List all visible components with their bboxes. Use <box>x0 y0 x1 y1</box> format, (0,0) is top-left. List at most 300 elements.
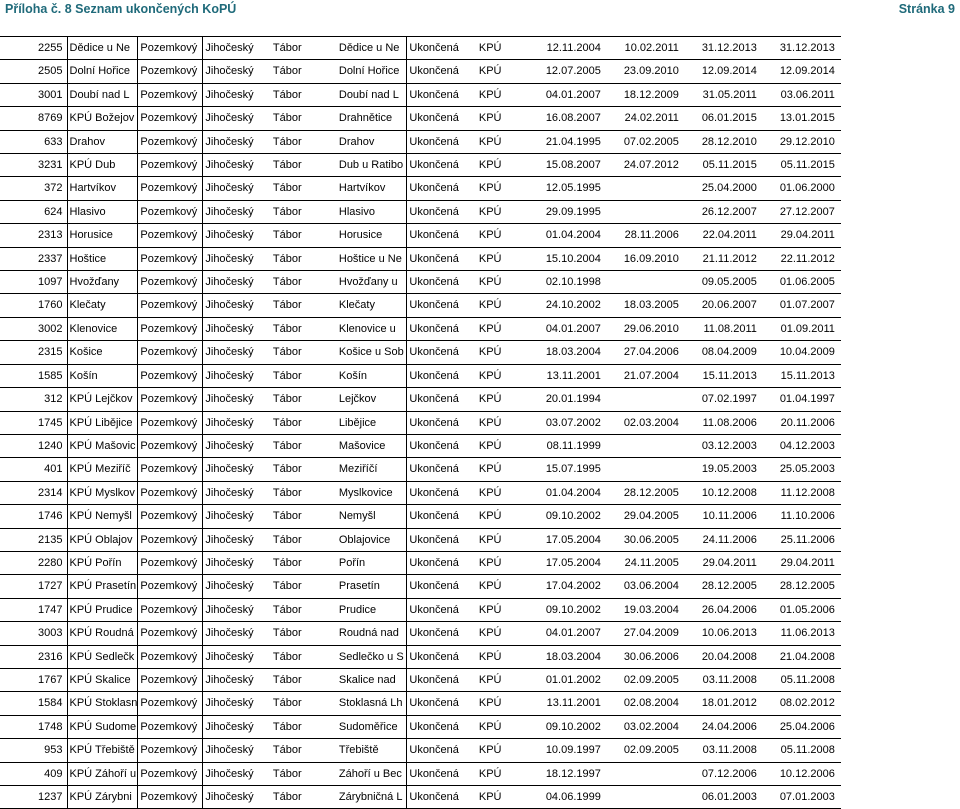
cell-status: Ukončená <box>407 224 477 247</box>
cell-row-id: 624 <box>0 200 67 223</box>
cell-procedure-type: KPÚ <box>477 715 543 738</box>
cell-date-decision: 15.11.2013 <box>685 364 763 387</box>
cell-project-type: Pozemkový <box>138 598 203 621</box>
cell-date-plan: 21.07.2004 <box>607 364 685 387</box>
cell-project-name: KPÚ Roudná <box>67 622 138 645</box>
cell-date-plan: 19.03.2004 <box>607 598 685 621</box>
cell-date-end: 11.12.2008 <box>763 481 841 504</box>
cell-status: Ukončená <box>407 622 477 645</box>
cell-date-start: 13.11.2001 <box>543 364 607 387</box>
table-row <box>0 177 841 200</box>
cell-region: Jihočeský <box>203 575 271 598</box>
cell-date-start: 16.08.2007 <box>543 107 607 130</box>
cell-project-type: Pozemkový <box>138 692 203 715</box>
cell-district: Tábor <box>271 37 337 60</box>
cell-row-id: 1760 <box>0 294 67 317</box>
cell-date-decision: 07.02.1997 <box>685 388 763 411</box>
cell-row-id: 409 <box>0 762 67 785</box>
cell-row-id: 1097 <box>0 271 67 294</box>
cell-date-decision: 28.12.2005 <box>685 575 763 598</box>
cell-district: Tábor <box>271 177 337 200</box>
cell-date-decision: 11.08.2011 <box>685 317 763 340</box>
cell-procedure-type: KPÚ <box>477 575 543 598</box>
cell-row-id: 372 <box>0 177 67 200</box>
cell-date-plan: 07.02.2005 <box>607 130 685 153</box>
cell-region: Jihočeský <box>203 364 271 387</box>
cell-date-end: 01.09.2011 <box>763 317 841 340</box>
cell-region: Jihočeský <box>203 294 271 317</box>
cell-date-start: 04.01.2007 <box>543 83 607 106</box>
cell-cadastral-area: Pořín <box>337 551 407 574</box>
cell-region: Jihočeský <box>203 505 271 528</box>
cell-project-type: Pozemkový <box>138 177 203 200</box>
cell-project-type: Pozemkový <box>138 715 203 738</box>
cell-project-name: KPÚ Prudice <box>67 598 138 621</box>
cell-procedure-type: KPÚ <box>477 551 543 574</box>
cell-procedure-type: KPÚ <box>477 130 543 153</box>
cell-region: Jihočeský <box>203 645 271 668</box>
cell-project-name: KPÚ Zárybni <box>67 786 138 809</box>
cell-cadastral-area: Nemyšl <box>337 505 407 528</box>
page-header <box>0 0 960 24</box>
cell-cadastral-area: Dub u Ratibo <box>337 154 407 177</box>
cell-region: Jihočeský <box>203 317 271 340</box>
cell-row-id: 2255 <box>0 37 67 60</box>
cell-row-id: 2313 <box>0 224 67 247</box>
cell-date-end: 27.12.2007 <box>763 200 841 223</box>
cell-cadastral-area: Roudná nad <box>337 622 407 645</box>
cell-project-name: Hvožďany <box>67 271 138 294</box>
cell-district: Tábor <box>271 130 337 153</box>
cell-project-type: Pozemkový <box>138 364 203 387</box>
cell-date-end: 12.09.2014 <box>763 60 841 83</box>
cell-row-id: 1727 <box>0 575 67 598</box>
cell-date-plan: 10.02.2011 <box>607 37 685 60</box>
cell-status: Ukončená <box>407 341 477 364</box>
cell-date-plan <box>607 458 685 481</box>
cell-district: Tábor <box>271 83 337 106</box>
cell-status: Ukončená <box>407 200 477 223</box>
cell-date-end: 28.12.2005 <box>763 575 841 598</box>
cell-date-start: 03.07.2002 <box>543 411 607 434</box>
cell-date-end: 25.05.2003 <box>763 458 841 481</box>
cell-date-plan <box>607 177 685 200</box>
cell-procedure-type: KPÚ <box>477 294 543 317</box>
cell-status: Ukončená <box>407 37 477 60</box>
cell-date-plan <box>607 200 685 223</box>
table-row <box>0 481 841 504</box>
cell-cadastral-area: Sudoměřice <box>337 715 407 738</box>
cell-district: Tábor <box>271 505 337 528</box>
cell-project-type: Pozemkový <box>138 575 203 598</box>
cell-date-plan: 30.06.2005 <box>607 528 685 551</box>
cell-status: Ukončená <box>407 83 477 106</box>
cell-row-id: 1240 <box>0 434 67 457</box>
cell-date-end: 01.06.2005 <box>763 271 841 294</box>
cell-project-type: Pozemkový <box>138 247 203 270</box>
cell-status: Ukončená <box>407 271 477 294</box>
cell-procedure-type: KPÚ <box>477 177 543 200</box>
cell-date-plan <box>607 434 685 457</box>
cell-row-id: 1237 <box>0 786 67 809</box>
cell-region: Jihočeský <box>203 598 271 621</box>
cell-date-plan <box>607 762 685 785</box>
cell-row-id: 2315 <box>0 341 67 364</box>
cell-project-name: Klenovice <box>67 317 138 340</box>
cell-procedure-type: KPÚ <box>477 154 543 177</box>
cell-project-type: Pozemkový <box>138 341 203 364</box>
table-row <box>0 341 841 364</box>
cell-procedure-type: KPÚ <box>477 434 543 457</box>
cell-procedure-type: KPÚ <box>477 224 543 247</box>
cell-cadastral-area: Myslkovice <box>337 481 407 504</box>
cell-cadastral-area: Lejčkov <box>337 388 407 411</box>
cell-procedure-type: KPÚ <box>477 668 543 691</box>
cell-project-type: Pozemkový <box>138 130 203 153</box>
cell-project-type: Pozemkový <box>138 645 203 668</box>
cell-project-type: Pozemkový <box>138 411 203 434</box>
cell-row-id: 633 <box>0 130 67 153</box>
cell-date-end: 01.07.2007 <box>763 294 841 317</box>
cell-district: Tábor <box>271 224 337 247</box>
cell-date-plan <box>607 786 685 809</box>
cell-procedure-type: KPÚ <box>477 37 543 60</box>
cell-procedure-type: KPÚ <box>477 60 543 83</box>
cell-date-start: 10.09.1997 <box>543 739 607 762</box>
cell-date-end: 31.12.2013 <box>763 37 841 60</box>
cell-cadastral-area: Košice u Sob <box>337 341 407 364</box>
cell-date-end: 05.11.2008 <box>763 668 841 691</box>
cell-district: Tábor <box>271 434 337 457</box>
cell-project-name: Dolní Hořice <box>67 60 138 83</box>
cell-date-start: 15.08.2007 <box>543 154 607 177</box>
cell-date-start: 02.10.1998 <box>543 271 607 294</box>
cell-date-end: 13.01.2015 <box>763 107 841 130</box>
cell-date-plan: 29.04.2005 <box>607 505 685 528</box>
cell-procedure-type: KPÚ <box>477 83 543 106</box>
cell-project-name: Hlasivo <box>67 200 138 223</box>
cell-date-start: 01.01.2002 <box>543 668 607 691</box>
cell-date-decision: 19.05.2003 <box>685 458 763 481</box>
cell-project-name: Košice <box>67 341 138 364</box>
cell-project-type: Pozemkový <box>138 154 203 177</box>
cell-date-plan: 02.08.2004 <box>607 692 685 715</box>
cell-project-type: Pozemkový <box>138 528 203 551</box>
table-row <box>0 247 841 270</box>
cell-region: Jihočeský <box>203 37 271 60</box>
cell-cadastral-area: Klenovice u <box>337 317 407 340</box>
cell-region: Jihočeský <box>203 434 271 457</box>
cell-date-start: 15.07.1995 <box>543 458 607 481</box>
cell-district: Tábor <box>271 364 337 387</box>
cell-date-end: 20.11.2006 <box>763 411 841 434</box>
cell-row-id: 1746 <box>0 505 67 528</box>
cell-date-end: 10.12.2006 <box>763 762 841 785</box>
cell-project-type: Pozemkový <box>138 739 203 762</box>
cell-status: Ukončená <box>407 388 477 411</box>
cell-procedure-type: KPÚ <box>477 271 543 294</box>
cell-district: Tábor <box>271 739 337 762</box>
cell-project-name: KPÚ Božejov <box>67 107 138 130</box>
cell-status: Ukončená <box>407 130 477 153</box>
cell-date-decision: 06.01.2015 <box>685 107 763 130</box>
cell-procedure-type: KPÚ <box>477 481 543 504</box>
cell-status: Ukončená <box>407 645 477 668</box>
cell-date-decision: 12.09.2014 <box>685 60 763 83</box>
cell-cadastral-area: Hartvíkov <box>337 177 407 200</box>
cell-procedure-type: KPÚ <box>477 200 543 223</box>
cell-district: Tábor <box>271 200 337 223</box>
cell-procedure-type: KPÚ <box>477 107 543 130</box>
cell-procedure-type: KPÚ <box>477 411 543 434</box>
cell-region: Jihočeský <box>203 130 271 153</box>
table-row <box>0 598 841 621</box>
cell-date-start: 01.04.2004 <box>543 224 607 247</box>
cell-region: Jihočeský <box>203 83 271 106</box>
cell-status: Ukončená <box>407 247 477 270</box>
cell-status: Ukončená <box>407 411 477 434</box>
cell-district: Tábor <box>271 715 337 738</box>
cell-date-plan: 27.04.2009 <box>607 622 685 645</box>
cell-status: Ukončená <box>407 481 477 504</box>
cell-status: Ukončená <box>407 434 477 457</box>
table-row <box>0 551 841 574</box>
table-row <box>0 575 841 598</box>
cell-status: Ukončená <box>407 154 477 177</box>
cell-status: Ukončená <box>407 715 477 738</box>
page-number: Stránka 9 <box>898 2 955 16</box>
cell-region: Jihočeský <box>203 177 271 200</box>
cell-region: Jihočeský <box>203 786 271 809</box>
cell-district: Tábor <box>271 575 337 598</box>
cell-date-decision: 29.04.2011 <box>685 551 763 574</box>
cell-project-type: Pozemkový <box>138 786 203 809</box>
cell-date-start: 04.01.2007 <box>543 622 607 645</box>
cell-district: Tábor <box>271 528 337 551</box>
cell-project-type: Pozemkový <box>138 388 203 411</box>
cell-row-id: 1585 <box>0 364 67 387</box>
cell-region: Jihočeský <box>203 739 271 762</box>
cell-project-type: Pozemkový <box>138 200 203 223</box>
cell-date-end: 01.05.2006 <box>763 598 841 621</box>
cell-cadastral-area: Stoklasná Lh <box>337 692 407 715</box>
table-row <box>0 154 841 177</box>
cell-date-start: 13.11.2001 <box>543 692 607 715</box>
table-row <box>0 130 841 153</box>
cell-project-name: KPÚ Záhoří u <box>67 762 138 785</box>
table-row <box>0 388 841 411</box>
cell-region: Jihočeský <box>203 271 271 294</box>
cell-status: Ukončená <box>407 107 477 130</box>
cell-date-decision: 08.04.2009 <box>685 341 763 364</box>
cell-cadastral-area: Liběјice <box>337 411 407 434</box>
cell-project-name: Dědice u Ne <box>67 37 138 60</box>
cell-date-end: 22.11.2012 <box>763 247 841 270</box>
cell-region: Jihočeský <box>203 411 271 434</box>
cell-procedure-type: KPÚ <box>477 341 543 364</box>
cell-date-end: 29.04.2011 <box>763 224 841 247</box>
cell-date-start: 09.10.2002 <box>543 715 607 738</box>
cell-status: Ukončená <box>407 294 477 317</box>
table-row <box>0 505 841 528</box>
cell-project-name: KPÚ Skalice <box>67 668 138 691</box>
cell-district: Tábor <box>271 762 337 785</box>
cell-project-name: KPÚ Nemyšl <box>67 505 138 528</box>
cell-cadastral-area: Hoštice u Ne <box>337 247 407 270</box>
cell-date-plan: 02.03.2004 <box>607 411 685 434</box>
cell-region: Jihočeský <box>203 762 271 785</box>
cell-date-plan: 28.11.2006 <box>607 224 685 247</box>
cell-date-decision: 18.01.2012 <box>685 692 763 715</box>
cell-region: Jihočeský <box>203 528 271 551</box>
cell-procedure-type: KPÚ <box>477 692 543 715</box>
cell-row-id: 3002 <box>0 317 67 340</box>
cell-date-decision: 25.04.2000 <box>685 177 763 200</box>
cell-cadastral-area: Doubí nad L <box>337 83 407 106</box>
table-row <box>0 528 841 551</box>
table-row <box>0 692 841 715</box>
cell-date-start: 18.03.2004 <box>543 645 607 668</box>
cell-project-name: KPÚ Sedlečk <box>67 645 138 668</box>
cell-date-end: 05.11.2008 <box>763 739 841 762</box>
cell-date-decision: 26.12.2007 <box>685 200 763 223</box>
cell-cadastral-area: Prasetín <box>337 575 407 598</box>
table-row <box>0 622 841 645</box>
cell-date-decision: 03.11.2008 <box>685 668 763 691</box>
table-row <box>0 715 841 738</box>
cell-date-end: 25.11.2006 <box>763 528 841 551</box>
cell-project-name: Doubí nad L <box>67 83 138 106</box>
cell-date-end: 11.10.2006 <box>763 505 841 528</box>
cell-date-start: 12.05.1995 <box>543 177 607 200</box>
cell-date-plan <box>607 271 685 294</box>
cell-cadastral-area: Hvožďany u <box>337 271 407 294</box>
table-row <box>0 224 841 247</box>
cell-district: Tábor <box>271 341 337 364</box>
cell-project-type: Pozemkový <box>138 505 203 528</box>
cell-row-id: 2337 <box>0 247 67 270</box>
table-row <box>0 762 841 785</box>
document-title: Příloha č. 8 Seznam ukončených KoPÚ <box>5 2 237 16</box>
cell-cadastral-area: Zárybničná L <box>337 786 407 809</box>
cell-status: Ukončená <box>407 364 477 387</box>
cell-procedure-type: KPÚ <box>477 598 543 621</box>
cell-date-start: 15.10.2004 <box>543 247 607 270</box>
cell-date-plan <box>607 388 685 411</box>
cell-date-end: 11.06.2013 <box>763 622 841 645</box>
table-row <box>0 411 841 434</box>
cell-date-start: 21.04.1995 <box>543 130 607 153</box>
cell-date-start: 18.12.1997 <box>543 762 607 785</box>
cell-district: Tábor <box>271 247 337 270</box>
cell-date-decision: 24.11.2006 <box>685 528 763 551</box>
cell-district: Tábor <box>271 598 337 621</box>
cell-row-id: 2314 <box>0 481 67 504</box>
cell-status: Ukončená <box>407 692 477 715</box>
table-row <box>0 786 841 809</box>
cell-district: Tábor <box>271 481 337 504</box>
table-row <box>0 668 841 691</box>
cell-date-decision: 07.12.2006 <box>685 762 763 785</box>
cell-status: Ukončená <box>407 317 477 340</box>
cell-date-decision: 03.12.2003 <box>685 434 763 457</box>
cell-project-type: Pozemkový <box>138 434 203 457</box>
table-row <box>0 200 841 223</box>
cell-project-type: Pozemkový <box>138 37 203 60</box>
cell-date-decision: 10.12.2008 <box>685 481 763 504</box>
cell-date-start: 17.05.2004 <box>543 528 607 551</box>
cell-date-plan: 29.06.2010 <box>607 317 685 340</box>
cell-row-id: 312 <box>0 388 67 411</box>
cell-date-start: 01.04.2004 <box>543 481 607 504</box>
cell-date-plan: 18.12.2009 <box>607 83 685 106</box>
cell-date-decision: 31.05.2011 <box>685 83 763 106</box>
cell-procedure-type: KPÚ <box>477 739 543 762</box>
table-row <box>0 107 841 130</box>
cell-date-end: 15.11.2013 <box>763 364 841 387</box>
cell-date-plan: 02.09.2005 <box>607 739 685 762</box>
cell-cadastral-area: Mašovice <box>337 434 407 457</box>
cell-date-start: 09.10.2002 <box>543 598 607 621</box>
cell-date-plan: 16.09.2010 <box>607 247 685 270</box>
cell-date-start: 18.03.2004 <box>543 341 607 364</box>
cell-region: Jihočeský <box>203 692 271 715</box>
cell-project-name: KPÚ Myslkov <box>67 481 138 504</box>
cell-project-name: KPÚ Sudome <box>67 715 138 738</box>
cell-date-plan: 03.02.2004 <box>607 715 685 738</box>
cell-date-end: 29.04.2011 <box>763 551 841 574</box>
cell-project-type: Pozemkový <box>138 481 203 504</box>
cell-date-end: 03.06.2011 <box>763 83 841 106</box>
cell-status: Ukončená <box>407 551 477 574</box>
cell-date-decision: 26.04.2006 <box>685 598 763 621</box>
cell-date-decision: 11.08.2006 <box>685 411 763 434</box>
cell-district: Tábor <box>271 271 337 294</box>
cell-date-decision: 20.06.2007 <box>685 294 763 317</box>
cell-region: Jihočeský <box>203 388 271 411</box>
cell-procedure-type: KPÚ <box>477 388 543 411</box>
cell-project-name: Košín <box>67 364 138 387</box>
cell-cadastral-area: Dolní Hořice <box>337 60 407 83</box>
cell-status: Ukončená <box>407 598 477 621</box>
cell-procedure-type: KPÚ <box>477 786 543 809</box>
cell-date-decision: 31.12.2013 <box>685 37 763 60</box>
cell-procedure-type: KPÚ <box>477 762 543 785</box>
cell-procedure-type: KPÚ <box>477 528 543 551</box>
cell-status: Ukončená <box>407 505 477 528</box>
cell-procedure-type: KPÚ <box>477 505 543 528</box>
cell-row-id: 1767 <box>0 668 67 691</box>
cell-date-start: 12.11.2004 <box>543 37 607 60</box>
cell-region: Jihočeský <box>203 715 271 738</box>
cell-date-plan: 28.12.2005 <box>607 481 685 504</box>
cell-date-plan: 24.07.2012 <box>607 154 685 177</box>
cell-district: Tábor <box>271 622 337 645</box>
cell-cadastral-area: Horusice <box>337 224 407 247</box>
cell-status: Ukončená <box>407 458 477 481</box>
cell-date-end: 08.02.2012 <box>763 692 841 715</box>
cell-region: Jihočeský <box>203 247 271 270</box>
cell-project-type: Pozemkový <box>138 622 203 645</box>
cell-region: Jihočeský <box>203 668 271 691</box>
cell-procedure-type: KPÚ <box>477 645 543 668</box>
table-row <box>0 434 841 457</box>
cell-project-type: Pozemkový <box>138 271 203 294</box>
cell-cadastral-area: Prudice <box>337 598 407 621</box>
cell-row-id: 953 <box>0 739 67 762</box>
cell-date-start: 17.05.2004 <box>543 551 607 574</box>
cell-region: Jihočeský <box>203 458 271 481</box>
